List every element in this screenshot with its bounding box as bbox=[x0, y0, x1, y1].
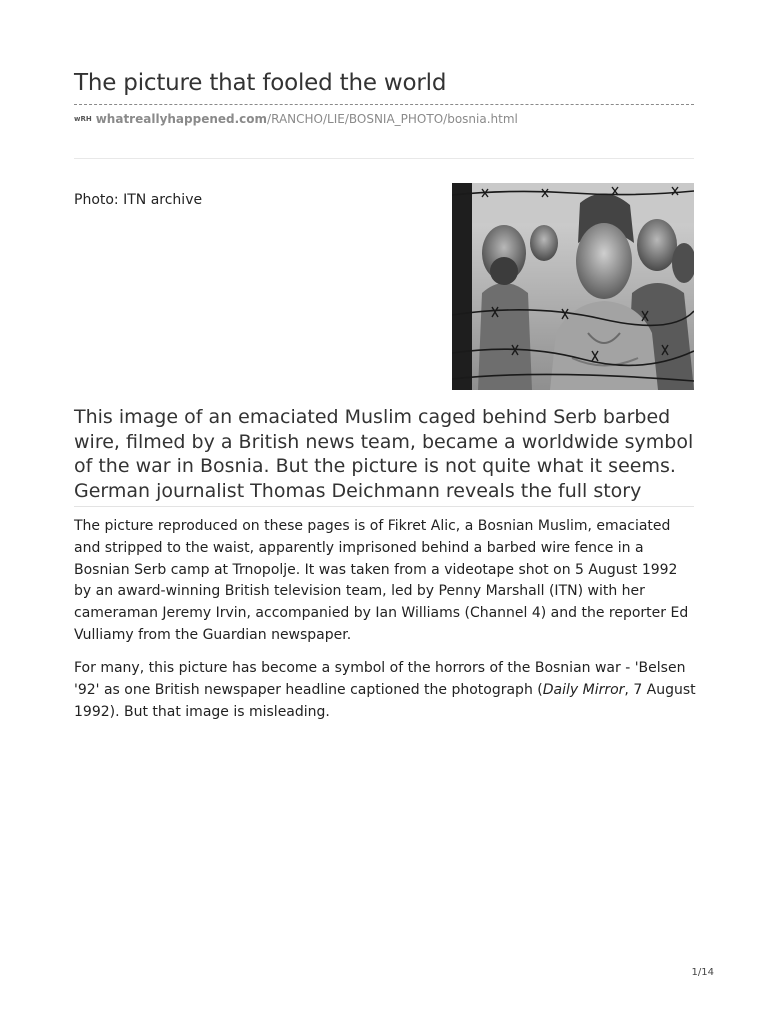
page-title: The picture that fooled the world bbox=[74, 70, 447, 96]
page-number: 1/14 bbox=[691, 967, 714, 978]
body-paragraph-1: The picture reproduced on these pages is of Fikret Alic, a Bosnian Muslim, emaciated and stripped to the waist, apparently imprisoned behind a barbed wire fence in a Bosnian Serb camp at Trnopolje. It was taken from a videotape shot on 5 August 1992 by an award-winning British television team, led by Penny Marshall (ITN) with her cameraman Jeremy Irvin, accompanied by Ian Williams (Channel 4) and the reporter Ed Vulliamy from the Guardian newspaper. bbox=[74, 518, 689, 643]
source-line bbox=[74, 112, 518, 126]
source-divider bbox=[74, 158, 694, 159]
site-logo: wRH bbox=[74, 115, 92, 123]
lead-divider bbox=[74, 506, 694, 507]
article-lead: This image of an emaciated Muslim caged behind Serb barbed wire, filmed by a British news team, became a worldwide symbol of the war in Bosnia. But the picture is not quite what it seems. German journalist Thomas Deichmann reveals the full story bbox=[74, 406, 694, 502]
source-domain-link[interactable]: whatreallyhappened.com bbox=[95, 112, 268, 126]
photo-caption: Photo: ITN archive bbox=[74, 192, 203, 208]
paragraph-2-text-end: , 7 August 1992). But that image is misleading. bbox=[74, 681, 696, 720]
source-path-link[interactable]: /RANCHO/LIE/BOSNIA_PHOTO/bosnia.html bbox=[267, 112, 518, 126]
paragraph-2-publication: Daily Mirror bbox=[542, 681, 625, 698]
title-divider bbox=[74, 104, 694, 105]
barbed-wire-photo bbox=[452, 183, 694, 390]
body-paragraph-2 bbox=[74, 658, 699, 723]
photo-illustration bbox=[452, 183, 694, 390]
paragraph-2-text-start: For many, this picture has become a symbol of the horrors of the Bosnian war - 'Belsen '92' as one British newspaper headline captioned the photograph ( bbox=[74, 660, 686, 698]
